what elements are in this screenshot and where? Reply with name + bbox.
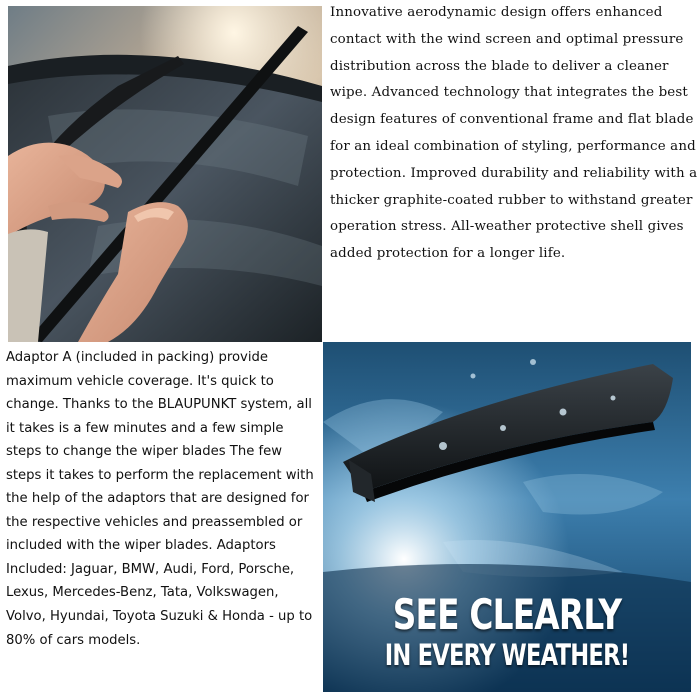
aerodynamic-design-description: Innovative aerodynamic design offers enhanced contact with the wind screen and optimal pressure distribution across the blade to deliver a cleaner wipe. Advanced technology that integrates the best design features of conventional frame and flat blade for an ideal combination of styling, performance and protection. Improved durability and reliability with a thicker graphite-coated rubber to withstand greater operation stress. All-weather protective shell gives added protection for a longer life. [330, 5, 698, 262]
wiper-rain-photo [323, 342, 691, 692]
wiper-installation-photo [8, 6, 322, 342]
promo-headline: SEE CLEARLY [392, 590, 622, 639]
adaptor-description: Adaptor A (included in packing) provide maximum vehicle coverage. It's quick to change. Thanks to the BLAUPUNKT system, all it takes is a few minutes and a few simple steps to change the wiper blades The few steps it takes to perform the replacement with the help of the adaptors that are designed for the respective vehicles and preassembled or included with the wiper blades. Adaptors Included: Jaguar, BMW, Audi, Ford, Porsche, Lexus, Mercedes-Benz, Tata, Volkswagen, Volvo, Hyundai, Toyota Suzuki & Honda - up to 80% of cars models. [6, 350, 314, 648]
hands-installing-wiper-illustration [8, 6, 322, 342]
promo-subheadline: IN EVERY WEATHER! [384, 638, 630, 672]
